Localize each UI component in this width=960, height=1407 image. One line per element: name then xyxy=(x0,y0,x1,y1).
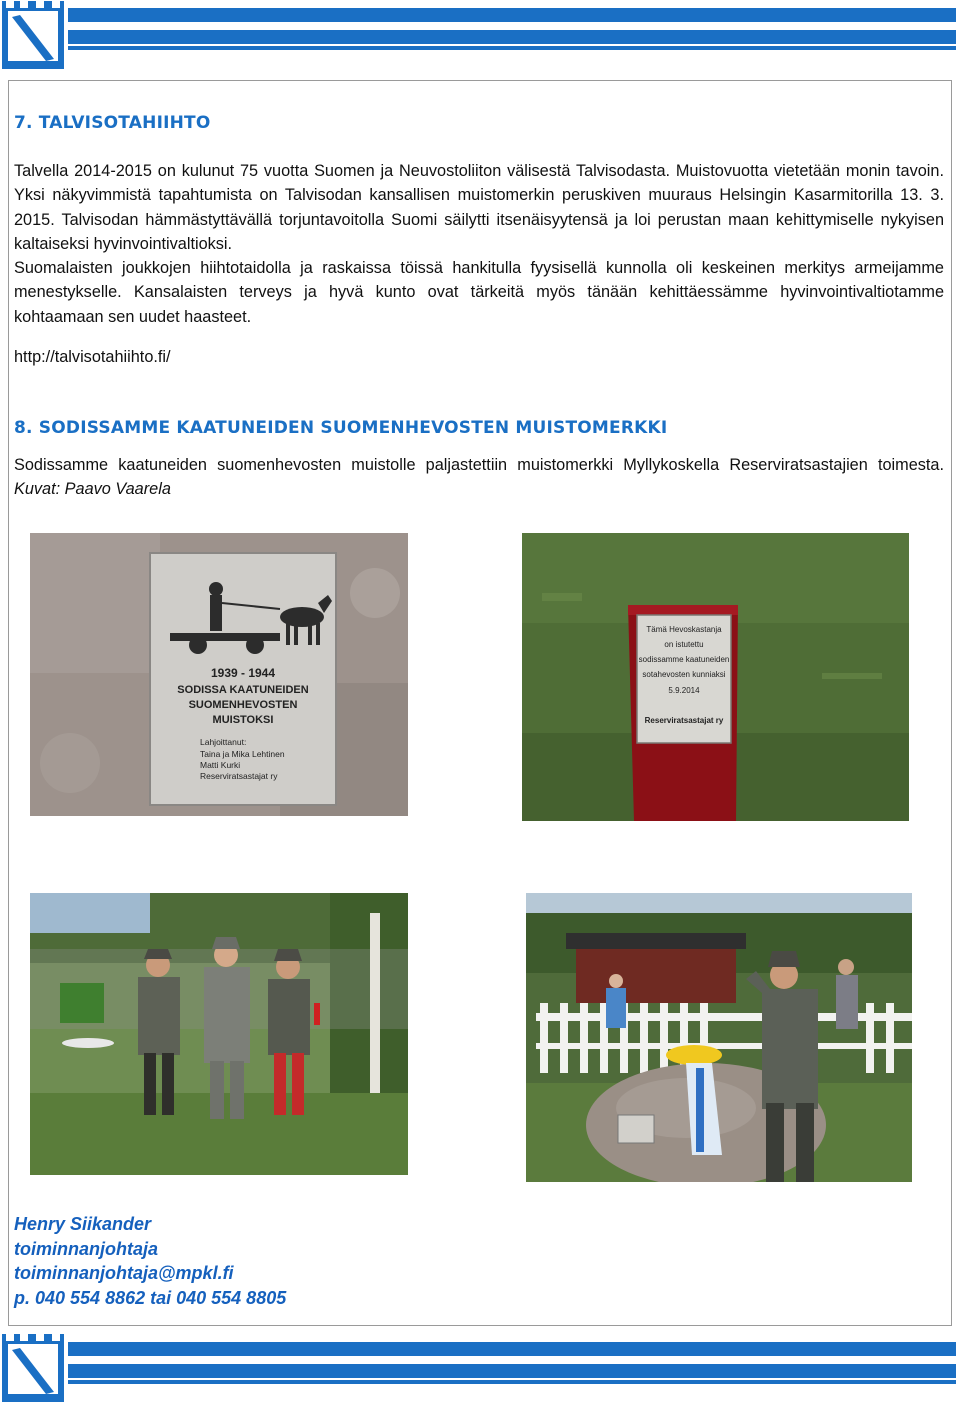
signature-title: toiminnanjohtaja xyxy=(14,1238,158,1259)
plaque-donors-label: Lahjoittanut: xyxy=(200,737,247,747)
signature-email[interactable]: toiminnanjohtaja@mpkl.fi xyxy=(14,1263,234,1283)
uniformed-men-photo xyxy=(30,893,408,1175)
organization-logo-top xyxy=(2,1,64,69)
section-8-text: Sodissamme kaatuneiden suomenhevosten muistolle paljastettiin muistomerkki Myllykoskella Reserviratsastajien toimesta. xyxy=(14,456,944,474)
header-band xyxy=(68,30,956,44)
wreath xyxy=(666,1045,722,1065)
red-house xyxy=(576,943,736,1003)
footer-band xyxy=(68,1364,956,1378)
sign-org: Reserviratsastajat ry xyxy=(644,716,724,725)
section-8-heading: 8. SODISSAMME KAATUNEIDEN SUOMENHEVOSTEN MUISTOMERKKI xyxy=(14,418,668,438)
plaque-donor-3: Reserviratsastajat ry xyxy=(200,771,278,781)
section-8-paragraph xyxy=(14,453,944,502)
header-band xyxy=(68,8,956,22)
small-plaque xyxy=(618,1115,654,1143)
sign-line-1: Tämä Hevoskastanja xyxy=(646,625,722,634)
sign-line-3: sodissamme kaatuneiden xyxy=(638,655,730,664)
section-7-paragraph-1: Talvella 2014-2015 on kulunut 75 vuotta Suomen ja Neuvostoliiton välisestä Talvisodasta. Muistovuotta vietetään monin tavoin. Yksi näkyvimmistä tapahtumista on Talvisodan kansallisen muistomerkin peruskiven muuraus Helsingin Kasarmitorilla 13. 3. 2015. Talvisodan hämmästyttävällä torjuntavoitolla Suomi säilytti itsenäisyytensä ja loi perustan maan kehittymiselle nykyisen kaltaiseksi hyvinvointivaltioksi. xyxy=(14,162,944,254)
plaque-donor-2: Matti Kurki xyxy=(200,760,241,770)
signature-phone: p. 040 554 8862 tai 040 554 8805 xyxy=(14,1287,287,1308)
green-bin xyxy=(60,983,104,1023)
plaque-years: 1939 - 1944 xyxy=(210,666,276,680)
sign-line-2: on istutettu xyxy=(664,640,704,649)
organization-logo-bottom xyxy=(2,1334,64,1402)
plaque-photo xyxy=(30,533,408,816)
sign-date: 5.9.2014 xyxy=(668,686,700,695)
signature-block xyxy=(14,1212,286,1310)
footer-band xyxy=(68,1380,956,1384)
signature-name: Henry Siikander xyxy=(14,1214,152,1234)
talvisotahiihto-link[interactable]: http://talvisotahiihto.fi/ xyxy=(14,348,171,366)
memorial-sign-photo xyxy=(522,533,909,821)
plaque-line-2: SUOMENHEVOSTEN xyxy=(188,699,298,711)
footer-band xyxy=(68,1342,956,1356)
plaque-line-3: MUISTOKSI xyxy=(212,714,274,726)
wreath-ceremony-photo xyxy=(526,893,912,1182)
plaque-donor-1: Taina ja Mika Lehtinen xyxy=(200,749,285,759)
sign-line-4: sotahevosten kunniaksi xyxy=(642,670,726,679)
plaque-line-1: SODISSA KAATUNEIDEN xyxy=(177,684,309,696)
header-band xyxy=(68,46,956,50)
photo-credit: Kuvat: Paavo Vaarela xyxy=(14,480,171,499)
section-7-heading: 7. TALVISOTAHIIHTO xyxy=(14,113,211,133)
section-7-paragraph-2: Suomalaisten joukkojen hiihtotaidolla ja raskaissa töissä hankitulla fyysisellä kunnolla oli keskeinen merkitys armeijamme menestykselle. Kansalaisten terveys ja hyvä kunto ovat tärkeitä myös tänään kehittäessämme hyvinvointivaltiotamme kohtaamaan sen uudet haasteet. xyxy=(14,259,944,326)
